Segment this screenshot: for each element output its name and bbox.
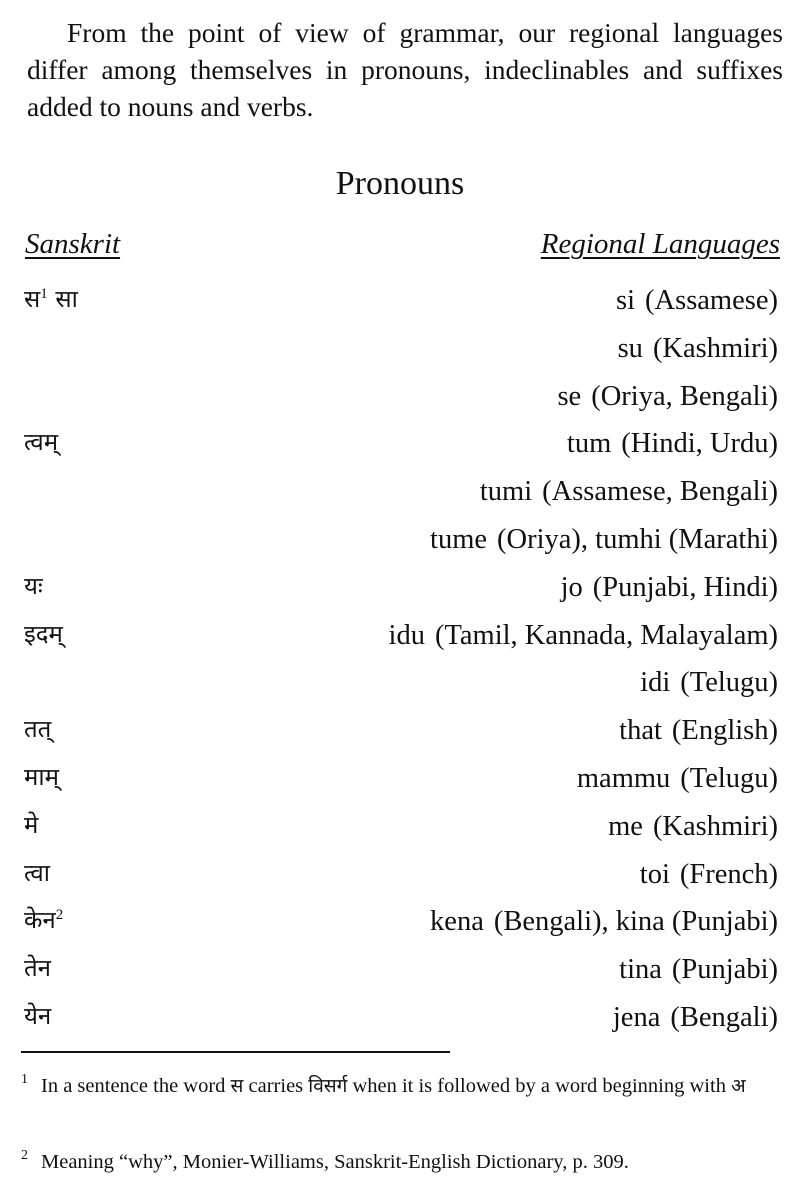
table-row bbox=[0, 808, 800, 848]
sanskrit-pronoun bbox=[24, 712, 51, 746]
regional-word: su bbox=[617, 332, 643, 364]
sanskrit-word: तत् bbox=[24, 715, 52, 744]
footnote-devanagari: विसर्ग bbox=[308, 1075, 348, 1097]
regional-equivalent bbox=[618, 330, 778, 368]
table-row bbox=[0, 664, 800, 704]
regional-languages: (French) bbox=[679, 858, 778, 890]
regional-word: tum bbox=[566, 428, 612, 460]
regional-word: idi bbox=[640, 667, 671, 699]
regional-word: that bbox=[619, 715, 662, 747]
regional-languages: (Bengali) bbox=[670, 1002, 778, 1033]
sanskrit-word: तेन bbox=[24, 954, 51, 983]
sanskrit-pronoun bbox=[24, 856, 50, 890]
regional-equivalent bbox=[389, 617, 778, 655]
sanskrit-word: येन bbox=[24, 1002, 52, 1030]
sanskrit-pronoun bbox=[24, 999, 51, 1033]
sanskrit-word: त्वा bbox=[24, 858, 50, 887]
regional-languages: (Punjabi) bbox=[671, 954, 778, 986]
regional-languages: (Assamese) bbox=[645, 285, 778, 316]
regional-word: jo bbox=[560, 571, 583, 603]
regional-languages: (English) bbox=[671, 715, 778, 747]
regional-languages: (Telugu) bbox=[680, 763, 778, 794]
table-row bbox=[0, 282, 800, 322]
table-row bbox=[0, 999, 800, 1039]
regional-equivalent bbox=[557, 378, 778, 416]
regional-word: idu bbox=[388, 619, 425, 651]
regional-equivalent bbox=[613, 999, 778, 1037]
regional-languages: (Kashmiri) bbox=[652, 332, 778, 364]
table-row bbox=[0, 856, 800, 896]
regional-word: toi bbox=[639, 858, 670, 890]
sanskrit-word: त्वम् bbox=[24, 428, 59, 457]
regional-equivalent bbox=[640, 664, 778, 702]
column-header-sanskrit: Sanskrit bbox=[25, 228, 121, 260]
footnote-number: 2 bbox=[21, 1148, 28, 1163]
regional-languages: (Punjabi, Hindi) bbox=[592, 571, 778, 603]
table-row bbox=[0, 378, 800, 418]
footnote-devanagari: अ bbox=[731, 1075, 746, 1097]
section-title: Pronouns bbox=[335, 165, 465, 202]
table-row bbox=[0, 521, 800, 561]
sanskrit-word: मे bbox=[24, 810, 39, 839]
table-row bbox=[0, 569, 800, 609]
regional-languages: (Telugu) bbox=[680, 667, 778, 699]
table-row bbox=[0, 330, 800, 370]
regional-languages: (Bengali), kina (Punjabi) bbox=[493, 906, 778, 938]
regional-equivalent bbox=[480, 473, 778, 511]
table-row bbox=[0, 903, 800, 943]
column-header-regional-languages: Regional Languages bbox=[540, 228, 780, 260]
sanskrit-pronoun bbox=[24, 569, 43, 603]
intro-paragraph: From the point of view of grammar, our regional languages differ among themselves in pronouns, indeclinables and suffixes added to nouns and verbs. bbox=[27, 17, 783, 122]
regional-equivalent bbox=[640, 856, 778, 894]
regional-word: si bbox=[616, 285, 636, 316]
sanskrit-pronoun bbox=[24, 425, 58, 459]
regional-languages: (Oriya, Bengali) bbox=[591, 380, 778, 412]
table-row bbox=[0, 473, 800, 513]
footnote-text: Meaning “why”, Monier-Williams, Sanskrit-English Dictionary, p. 309. bbox=[41, 1151, 629, 1173]
footnote-2 bbox=[21, 1146, 777, 1178]
regional-languages: (Oriya), tumhi (Marathi) bbox=[497, 524, 778, 555]
table-row bbox=[0, 951, 800, 991]
regional-equivalent bbox=[619, 951, 778, 989]
footnote-1 bbox=[21, 1070, 777, 1102]
sanskrit-word-variant: सा bbox=[47, 285, 78, 313]
regional-word: jena bbox=[612, 1002, 661, 1033]
sanskrit-word: यः bbox=[24, 571, 43, 600]
regional-languages: (Tamil, Kannada, Malayalam) bbox=[434, 619, 778, 651]
table-row bbox=[0, 760, 800, 800]
sanskrit-pronoun bbox=[24, 282, 78, 316]
regional-word: tumi bbox=[479, 476, 533, 508]
regional-word: tina bbox=[619, 954, 662, 986]
regional-languages: (Assamese, Bengali) bbox=[542, 476, 778, 508]
regional-equivalent bbox=[561, 569, 778, 607]
regional-word: se bbox=[557, 380, 582, 412]
sanskrit-word: माम् bbox=[24, 763, 59, 791]
regional-word: tume bbox=[430, 524, 488, 555]
regional-languages: (Hindi, Urdu) bbox=[621, 428, 778, 460]
footnote-text: carries bbox=[243, 1075, 309, 1097]
sanskrit-word: स bbox=[24, 285, 41, 313]
footnote-devanagari: स bbox=[230, 1075, 244, 1097]
table-row bbox=[0, 712, 800, 752]
sanskrit-word: इदम् bbox=[24, 619, 63, 648]
sanskrit-pronoun bbox=[24, 808, 38, 842]
regional-word: kena bbox=[430, 906, 484, 938]
footnote-text: In a sentence the word bbox=[41, 1075, 231, 1097]
table-row bbox=[0, 425, 800, 465]
regional-equivalent bbox=[608, 808, 778, 846]
footnote-text: when it is followed by a word beginning with bbox=[347, 1075, 732, 1097]
table-row bbox=[0, 617, 800, 657]
regional-word: me bbox=[608, 810, 643, 842]
regional-languages: (Kashmiri) bbox=[652, 810, 778, 842]
footnote-number: 1 bbox=[21, 1072, 28, 1087]
regional-equivalent bbox=[430, 521, 778, 559]
sanskrit-word: केन bbox=[24, 906, 56, 935]
regional-equivalent bbox=[577, 760, 778, 798]
sanskrit-pronoun bbox=[24, 951, 51, 985]
footnote-marker: 1 bbox=[40, 286, 48, 302]
footnote-marker: 2 bbox=[55, 907, 64, 924]
footnote-rule bbox=[21, 1051, 450, 1053]
regional-equivalent bbox=[567, 425, 778, 463]
regional-word: mammu bbox=[576, 763, 671, 794]
sanskrit-pronoun bbox=[24, 760, 59, 794]
sanskrit-pronoun bbox=[24, 617, 63, 651]
regional-equivalent bbox=[430, 903, 778, 941]
regional-equivalent bbox=[616, 282, 778, 320]
sanskrit-pronoun bbox=[24, 903, 63, 937]
regional-equivalent bbox=[619, 712, 778, 750]
